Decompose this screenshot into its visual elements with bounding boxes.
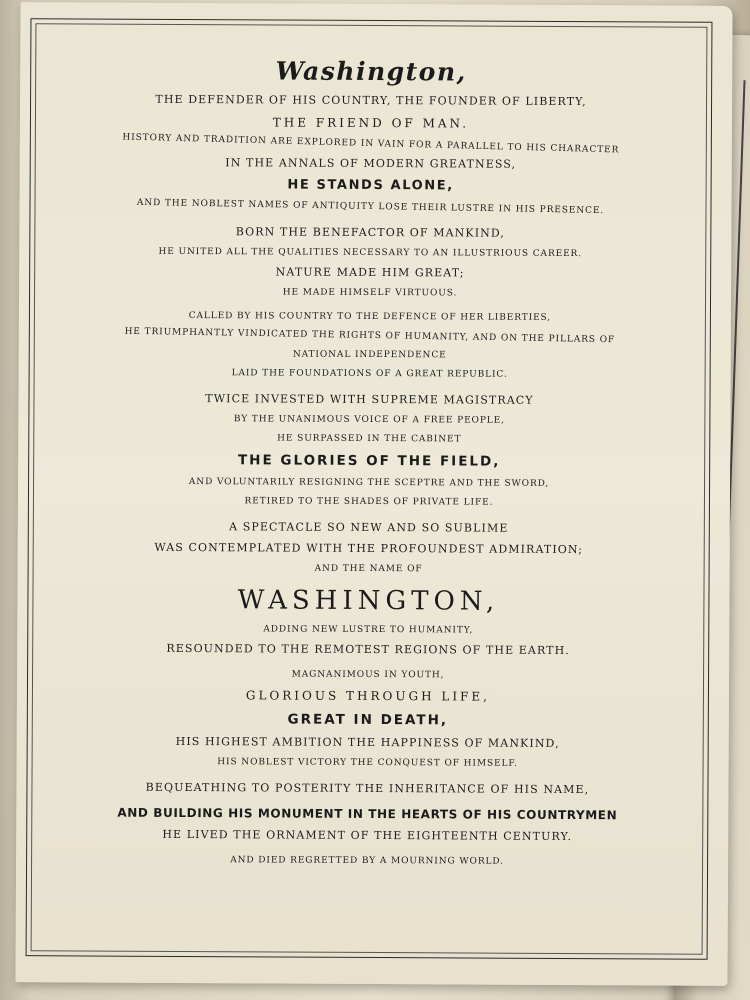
text-line: THE DEFENDER OF HIS COUNTRY, THE FOUNDER OF LIBERTY, [155, 92, 587, 109]
text-line: BY THE UNANIMOUS VOICE OF A FREE PEOPLE, [233, 414, 505, 426]
text-line: HIS HIGHEST AMBITION THE HAPPINESS OF MANKIND, [175, 734, 560, 750]
text-line: BORN THE BENEFACTOR OF MANKIND, [235, 225, 506, 240]
text-line: HISTORY AND TRADITION ARE EXPLORED IN VAIN FOR A PARALLEL TO HIS CHARACTER [122, 132, 620, 156]
text-line: HE MADE HIMSELF VIRTUOUS. [282, 287, 458, 299]
text-line: THE GLORIES OF THE FIELD, [237, 452, 501, 470]
text-line: ADDING NEW LUSTRE TO HUMANITY, [263, 624, 474, 636]
text-line: CALLED BY HIS COUNTRY TO THE DEFENCE OF HER LIBERTIES, [188, 311, 552, 323]
text-line: IN THE ANNALS OF MODERN GREATNESS, [225, 156, 517, 171]
text-line: AND DIED REGRETTED BY A MOURNING WORLD. [230, 855, 504, 867]
text-line: HE SURPASSED IN THE CABINET [277, 433, 462, 445]
text-line: AND THE NAME OF [314, 563, 423, 575]
text-line: HE LIVED THE ORNAMENT OF THE EIGHTEENTH CENTURY. [162, 827, 573, 844]
page-title: Washington, [275, 56, 467, 87]
page-border-frame [26, 18, 713, 960]
text-line: BEQUEATHING TO POSTERITY THE INHERITANCE OF HIS NAME, [145, 780, 590, 797]
text-line: AND VOLUNTARILY RESIGNING THE SCEPTRE AND THE SWORD, [188, 477, 550, 489]
text-line: HE UNITED ALL THE QUALITIES NECESSARY TO AN ILLUSTRIOUS CAREER. [158, 246, 583, 260]
text-line: TWICE INVESTED WITH SUPREME MAGISTRACY [205, 392, 534, 407]
text-line: RESOUNDED TO THE REMOTEST REGIONS OF THE EARTH. [166, 641, 570, 658]
text-line: HIS NOBLEST VICTORY THE CONQUEST OF HIMSELF. [217, 757, 518, 769]
text-line: A SPECTACLE SO NEW AND SO SUBLIME [229, 520, 509, 535]
text-line: LAID THE FOUNDATIONS OF A GREAT REPUBLIC. [231, 368, 508, 380]
text-line: THE FRIEND OF MAN. [272, 115, 470, 131]
text-line: GREAT IN DEATH, [287, 711, 449, 729]
book-page [15, 2, 732, 986]
text-line: AND BUILDING HIS MONUMENT IN THE HEARTS OF HIS COUNTRYMEN [117, 805, 618, 823]
text-line: MAGNANIMOUS IN YOUTH, [291, 669, 445, 681]
text-line: AND THE NOBLEST NAMES OF ANTIQUITY LOSE THEIR LUSTRE IN HIS PRESENCE. [136, 197, 605, 217]
text-line: HE TRIUMPHANTLY VINDICATED THE RIGHTS OF HUMANITY, AND ON THE PILLARS OF [124, 326, 616, 346]
text-line: NATIONAL INDEPENDENCE [292, 349, 447, 361]
text-line: RETIRED TO THE SHADES OF PRIVATE LIFE. [244, 496, 494, 508]
washington-heading: WASHINGTON, [237, 585, 500, 617]
epitaph-text [45, 55, 693, 867]
text-line: HE STANDS ALONE, [287, 177, 454, 194]
text-line: NATURE MADE HIM GREAT; [275, 265, 465, 280]
text-line: GLORIOUS THROUGH LIFE, [245, 688, 491, 704]
text-line: WAS CONTEMPLATED WITH THE PROFOUNDEST ADMIRATION; [154, 540, 584, 557]
